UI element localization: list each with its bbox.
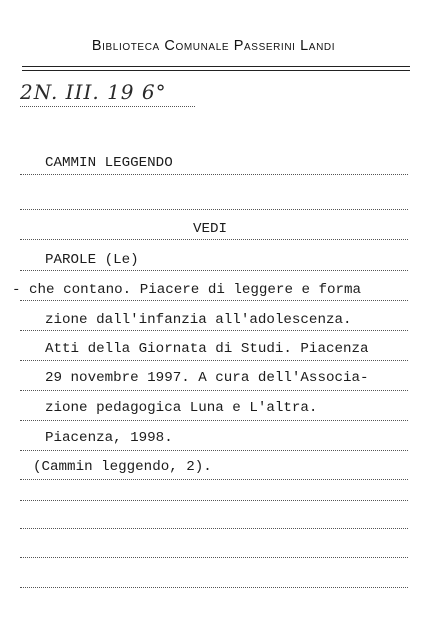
dotted-line xyxy=(20,528,408,529)
header-rule-bottom xyxy=(22,70,410,71)
dotted-line xyxy=(20,390,408,391)
text-line-7: Piacenza, 1998. xyxy=(45,430,173,446)
text-line-6: zione pedagogica Luna e L'altra. xyxy=(45,400,318,416)
dotted-line xyxy=(20,270,408,271)
text-line-2: - che contano. Piacere di leggere e forma xyxy=(12,282,362,298)
shelfmark-handwritten: 2N. III. 19 6° xyxy=(20,80,167,104)
dotted-line xyxy=(20,300,408,301)
dotted-line xyxy=(20,479,408,480)
shelfmark-dotted-line xyxy=(20,106,195,107)
dotted-line xyxy=(20,239,408,240)
dotted-line xyxy=(20,420,408,421)
dotted-line xyxy=(20,360,408,361)
entry-heading: CAMMIN LEGGENDO xyxy=(45,155,173,171)
library-header: Biblioteca Comunale Passerini Landi xyxy=(91,38,336,54)
dotted-line xyxy=(20,557,408,558)
dotted-line xyxy=(20,500,408,501)
text-line-1: PAROLE (Le) xyxy=(45,252,139,268)
dotted-line xyxy=(20,330,408,331)
text-line-5: 29 novembre 1997. A cura dell'Associa- xyxy=(45,370,369,386)
header-rule-top xyxy=(22,66,410,67)
dotted-line xyxy=(20,209,408,210)
text-line-8: (Cammin leggendo, 2). xyxy=(33,459,212,475)
see-label: VEDI xyxy=(193,221,228,237)
text-line-4: Atti della Giornata di Studi. Piacenza xyxy=(45,341,369,357)
dotted-line xyxy=(20,587,408,588)
dotted-line xyxy=(20,450,408,451)
text-line-3: zione dall'infanzia all'adolescenza. xyxy=(45,312,352,328)
dotted-line xyxy=(20,174,408,175)
